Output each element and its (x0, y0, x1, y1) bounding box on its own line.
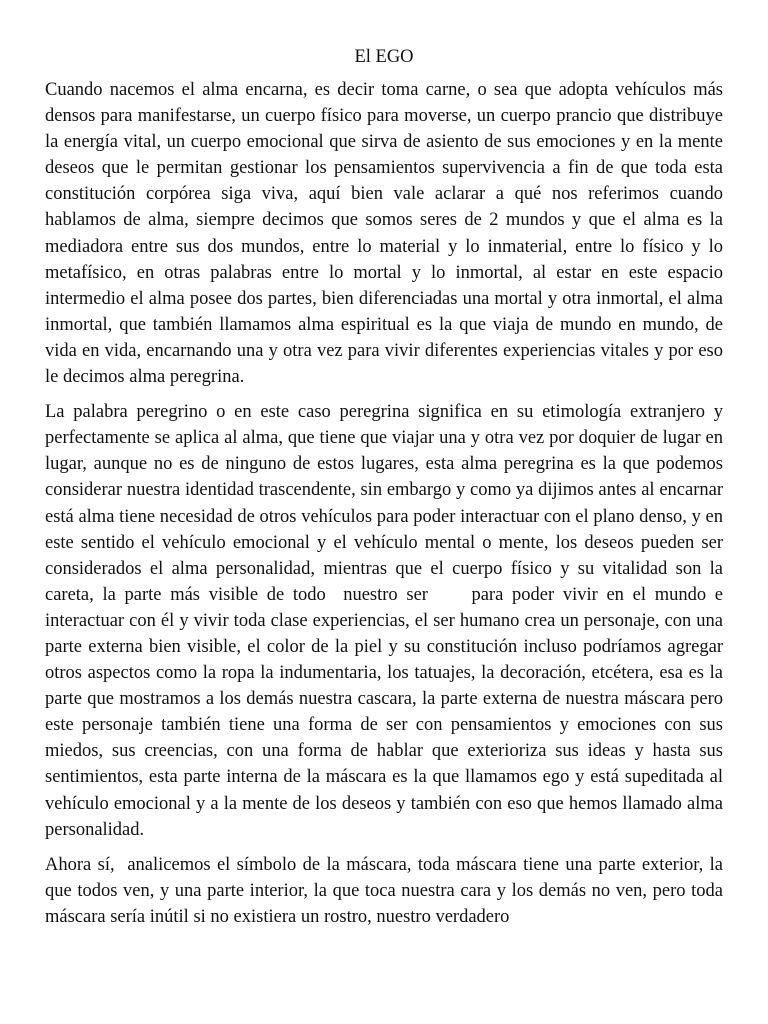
paragraph-3: Ahora sí, analicemos el símbolo de la máscara, toda máscara tiene una parte exterior, la que todos ven, y una parte interior, la que toca nuestra cara y los demás no ven, pero toda máscara sería inútil si no existiera un rostro, nuestro verdadero (45, 854, 728, 927)
paragraph-2: La palabra peregrino o en este caso peregrina significa en su etimología extranjero y perfectamente se aplica al alma, que tiene que viajar una y otra vez por doquier de lugar en lugar, aunque no es de ninguno de estos lugares, esta alma peregrina es la que podemos considerar nuestra identidad trascendente, sin embargo y como ya dijimos antes al encarnar está alma tiene necesidad de otros vehículos para poder interactuar con el plano denso, y en este sentido el vehículo emocional y el vehículo mental o mente, los deseos pueden ser considerados el alma personalidad, mientras que el cuerpo físico y su vitalidad son la careta, la parte más visible de todo nuestro ser para poder vivir en el mundo e interactuar con él y vivir toda clase experiencias, el ser humano crea un personaje, con una parte externa bien visible, el color de la piel y su constitución incluso podríamos agregar otros aspectos como la ropa la indumentaria, los tatuajes, la decoración, etcétera, esa es la parte que mostramos a los demás nuestra cascara, la parte externa de nuestra máscara pero este personaje también tiene una forma de ser con pensamientos y emociones con sus miedos, sus creencias, con una forma de hablar que exterioriza sus ideas y hasta sus sentimientos, esta parte interna de la máscara es la que llamamos ego y está supeditada al vehículo emocional y a la mente de los deseos y también con eso que hemos llamado alma personalidad. (45, 402, 728, 840)
paragraph-1: Cuando nacemos el alma encarna, es decir toma carne, o sea que adopta vehículos más densos para manifestarse, un cuerpo físico para moverse, un cuerpo prancio que distribuye la energía vital, un cuerpo emocional que sirva de asiento de sus emociones y en la mente deseos que le permitan gestionar los pensamientos supervivencia a fin de que toda esta constitución corpórea siga viva, aquí bien vale aclarar a qué nos referimos cuando hablamos de alma, siempre decimos que somos seres de 2 mundos y que el alma es la mediadora entre sus dos mundos, entre lo material y lo inmaterial, entre lo físico y lo metafísico, en otras palabras entre lo mortal y lo inmortal, al estar en este espacio intermedio el alma posee dos partes, bien diferenciadas una mortal y otra inmortal, el alma inmortal, que también llamamos alma espiritual es la que viaja de mundo en mundo, de vida en vida, encarnando una y otra vez para vivir diferentes experiencias vitales y por eso le decimos alma peregrina. (45, 80, 728, 388)
document-title: El EGO (354, 47, 414, 67)
document-page (45, 44, 728, 939)
